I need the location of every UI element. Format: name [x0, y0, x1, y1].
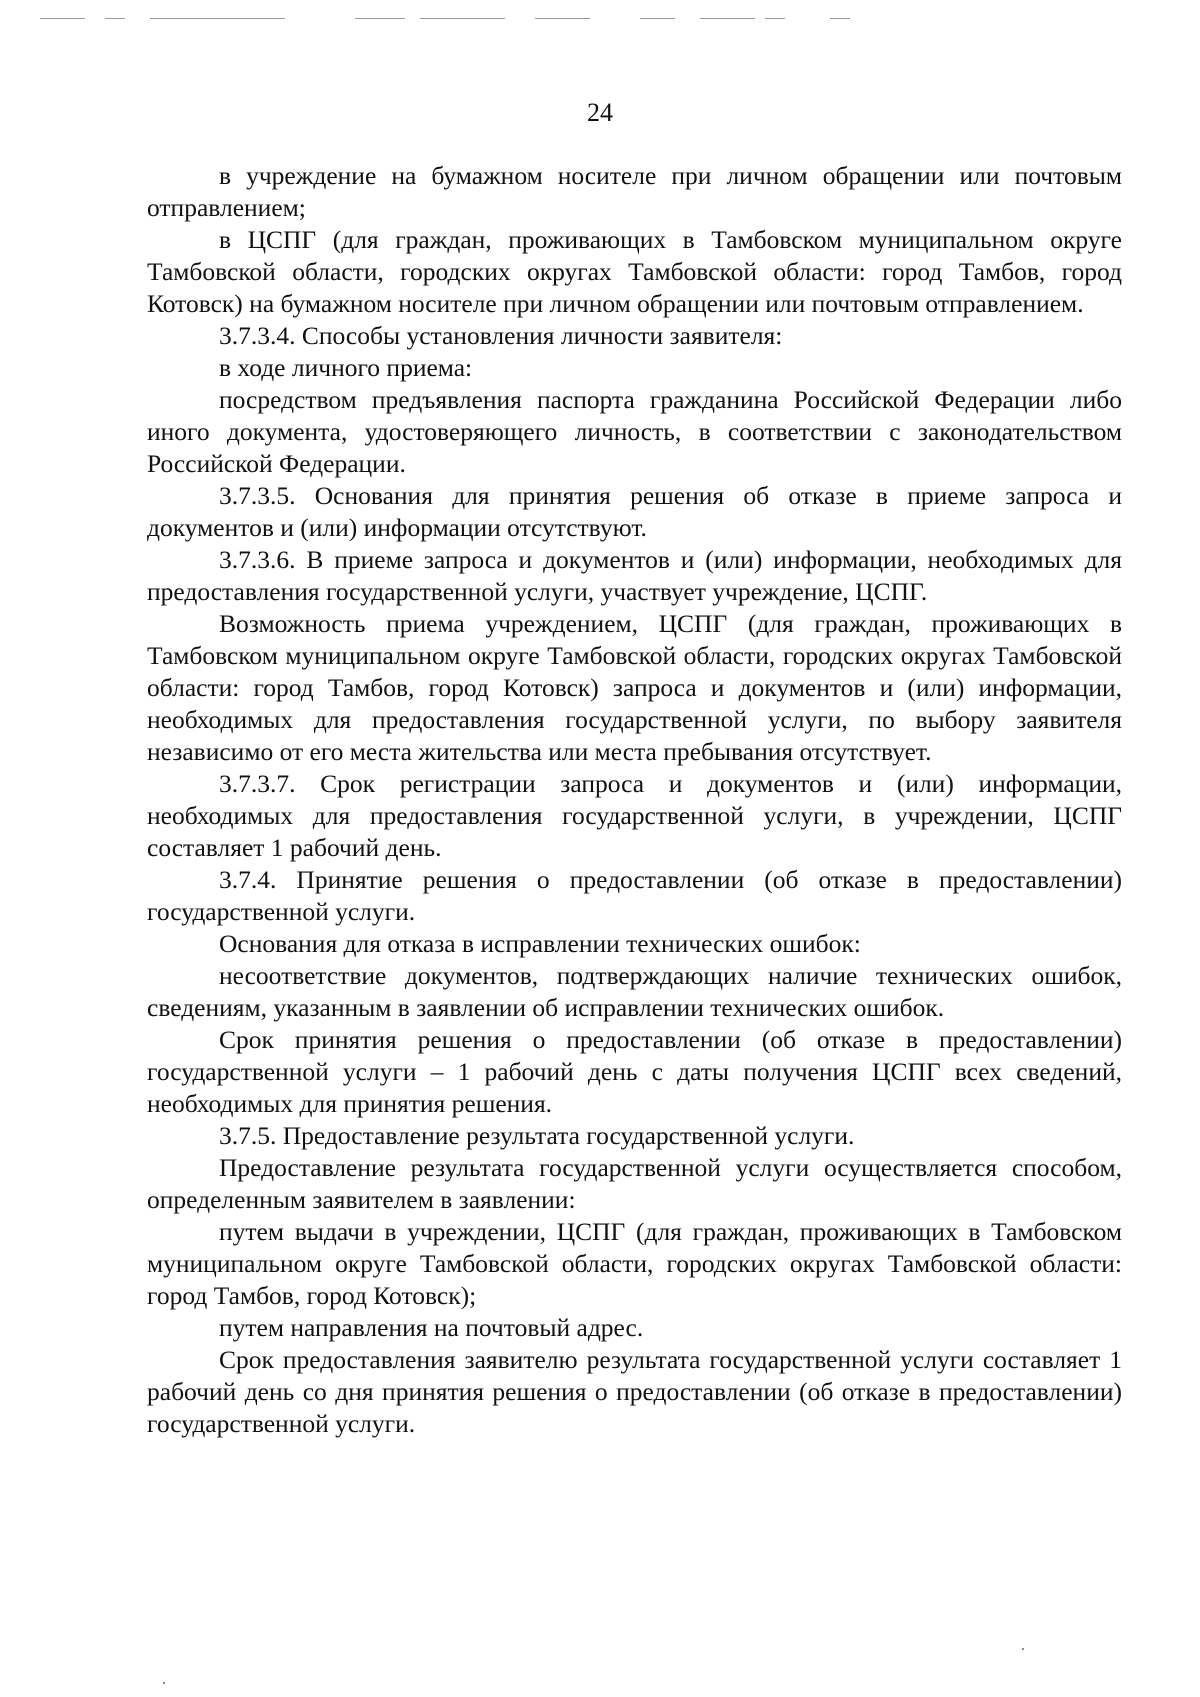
document-body — [147, 160, 1122, 1440]
paragraph: путем выдачи в учреждении, ЦСПГ (для граждан, проживающих в Тамбовском муниципальном округе Тамбовской области, городских округах Тамбовской области: город Тамбов, город Котовск); — [147, 1217, 1122, 1310]
paragraph: посредством предъявления паспорта гражданина Российской Федерации либо иного документа, удостоверяющего личность, в соответствии с законодательством Российской Федерации. — [147, 385, 1122, 478]
paragraph: 3.7.3.4. Способы установления личности заявителя: — [219, 321, 783, 350]
paragraph: Срок предоставления заявителю результата государственной услуги составляет 1 рабочий день со дня принятия решения о предоставлении (об отказе в предоставлении) государственной услуги. — [147, 1345, 1122, 1438]
paragraph: в ходе личного приема: — [219, 353, 473, 382]
scan-speck — [1022, 1648, 1024, 1650]
paragraph: в учреждение на бумажном носителе при личном обращении или почтовым отправлением; — [147, 161, 1122, 222]
paragraph: в ЦСПГ (для граждан, проживающих в Тамбовском муниципальном округе Тамбовской области, городских округах Тамбовской области: город Тамбов, город Котовск) на бумажном носителе при личном обращении или почтовым отправлением. — [147, 225, 1122, 318]
paragraph: Срок принятия решения о предоставлении (об отказе в предоставлении) государственной услуги – 1 рабочий день с даты получения ЦСПГ всех сведений, необходимых для принятия решения. — [147, 1025, 1122, 1118]
scan-artifact-top — [0, 16, 1200, 22]
paragraph: 3.7.3.7. Срок регистрации запроса и документов и (или) информации, необходимых для предоставления государственной услуги, в учреждении, ЦСПГ составляет 1 рабочий день. — [147, 769, 1122, 862]
paragraph: 3.7.3.6. В приеме запроса и документов и (или) информации, необходимых для предоставления государственной услуги, участвует учреждение, ЦСПГ. — [147, 545, 1122, 606]
paragraph: несоответствие документов, подтверждающих наличие технических ошибок, сведениям, указанным в заявлении об исправлении технических ошибок. — [147, 961, 1122, 1022]
paragraph: 3.7.4. Принятие решения о предоставлении (об отказе в предоставлении) государственной услуги. — [147, 865, 1122, 926]
paragraph: Основания для отказа в исправлении технических ошибок: — [219, 929, 861, 958]
scan-speck — [163, 1682, 165, 1684]
paragraph: путем направления на почтовый адрес. — [219, 1313, 644, 1342]
paragraph: 3.7.3.5. Основания для принятия решения об отказе в приеме запроса и документов и (или) информации отсутствуют. — [147, 481, 1122, 542]
paragraph: Возможность приема учреждением, ЦСПГ (для граждан, проживающих в Тамбовском муниципальном округе Тамбовской области, городских округах Тамбовской области: город Тамбов, город Котовск) запроса и документов и (или) информации, необходимых для предоставления государственной услуги, по выбору заявителя независимо от его места жительства или места пребывания отсутствует. — [147, 609, 1122, 766]
paragraph: 3.7.5. Предоставление результата государственной услуги. — [219, 1121, 855, 1150]
paragraph: Предоставление результата государственной услуги осуществляется способом, определенным заявителем в заявлении: — [147, 1153, 1122, 1214]
page-number: 24 — [587, 98, 613, 127]
